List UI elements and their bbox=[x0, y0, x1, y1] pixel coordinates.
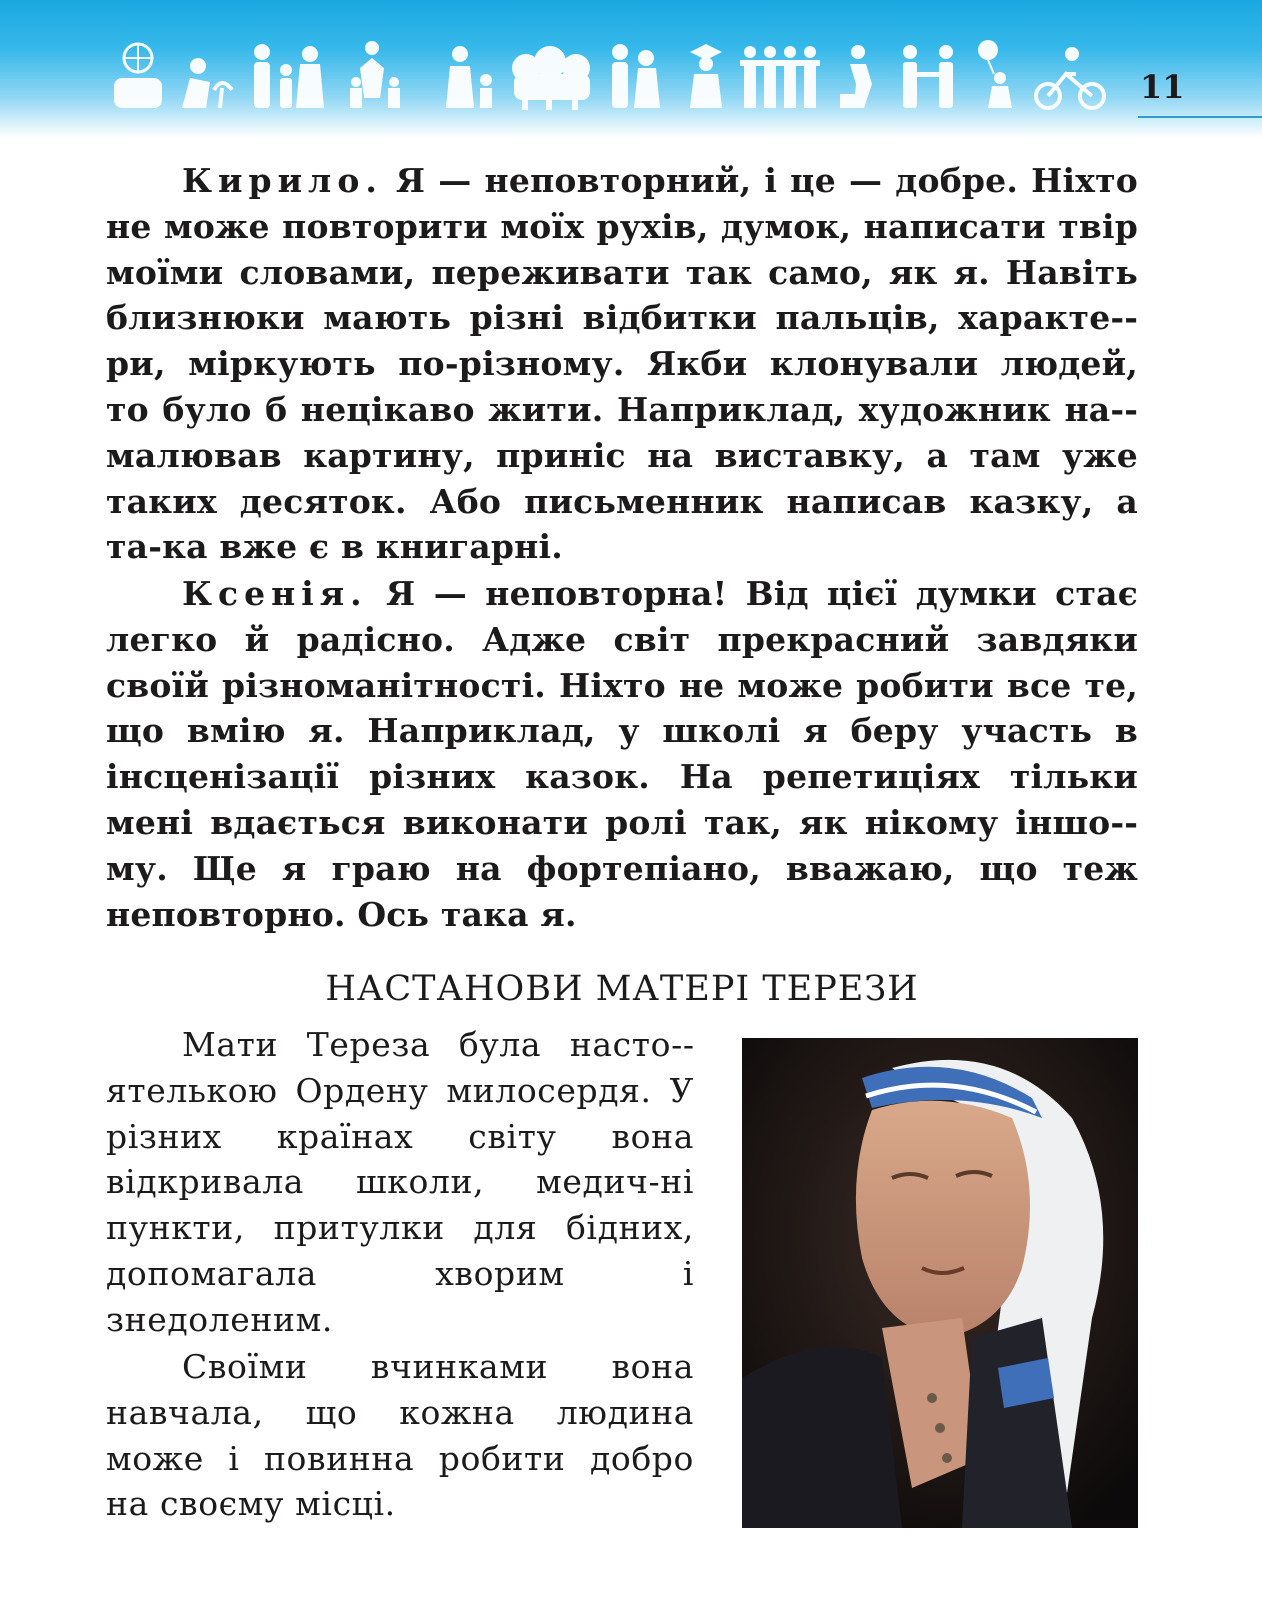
worker-icon bbox=[840, 45, 872, 108]
crowd-icon bbox=[512, 46, 590, 110]
child-balloon-icon bbox=[978, 40, 1012, 108]
section-paragraph: Мати Тереза була насто-ятелькою Ордену милосердя. У різних країнах світу вона відкривала школи, медич-ні пункти, притулки для бідних, допомагала хворим і знедоленим. bbox=[106, 1025, 694, 1339]
section-paragraph: Своїми вчинками вона навчала, що кожна людина може і повинна робити добро на своєму місці. bbox=[106, 1347, 694, 1524]
dialog-text: Я — неповторний, і це — добре. Ніхто не може повторити моїх рухів, думок, написати твір моїми словами, переживати так само, як я. Навіть близнюки мають різні відбитки пальців, характе-ри, міркують по-різному. Якби клонували людей, то було б нецікаво жити. Наприклад, художник на-малював картину, приніс на виставку, а там уже таких десяток. Або письменник написав казку, а та-ка вже є в книгарні. bbox=[106, 161, 1138, 567]
icons-strip bbox=[110, 38, 1120, 118]
dialog-text: Я — неповторна! Від цієї думки стає легко й радісно. Адже світ прекрасний завдяки своїй різноманітності. Ніхто не може робити все те, що вмію я. Наприклад, у школі я беру участь в інсценізації різних казок. На репетиціях тільки мені вдається виконати ролі так, як нікому іншо-му. Ще я граю на фортепіано, вважаю, що теж неповторно. Ось така я. bbox=[106, 574, 1138, 934]
people-helping-icon bbox=[612, 44, 660, 108]
graduate-icon bbox=[690, 44, 722, 108]
page-number: 11 bbox=[1140, 68, 1185, 106]
speaker-name: Кирило. bbox=[182, 161, 383, 200]
people-meeting-icon bbox=[903, 45, 953, 108]
speaker-name: Ксенія. bbox=[182, 574, 368, 613]
header-banner bbox=[0, 0, 1262, 138]
section-heading: НАСТАНОВИ МАТЕРІ ТЕРЕЗИ bbox=[325, 969, 919, 1009]
family-walking-icon bbox=[350, 41, 400, 108]
planting-tree-icon bbox=[182, 58, 232, 108]
portrait-photo bbox=[742, 1038, 1138, 1528]
dialog-paragraph-kseniia bbox=[106, 571, 1138, 937]
dialog-paragraph-kyrylo bbox=[106, 158, 1138, 570]
family-icon bbox=[254, 44, 324, 108]
mother-child-icon bbox=[446, 46, 492, 108]
group-hugging-icon bbox=[740, 46, 820, 108]
cyclist-icon bbox=[1036, 47, 1104, 108]
page-number-rule bbox=[1138, 116, 1262, 118]
globe-people-icon bbox=[114, 44, 162, 108]
